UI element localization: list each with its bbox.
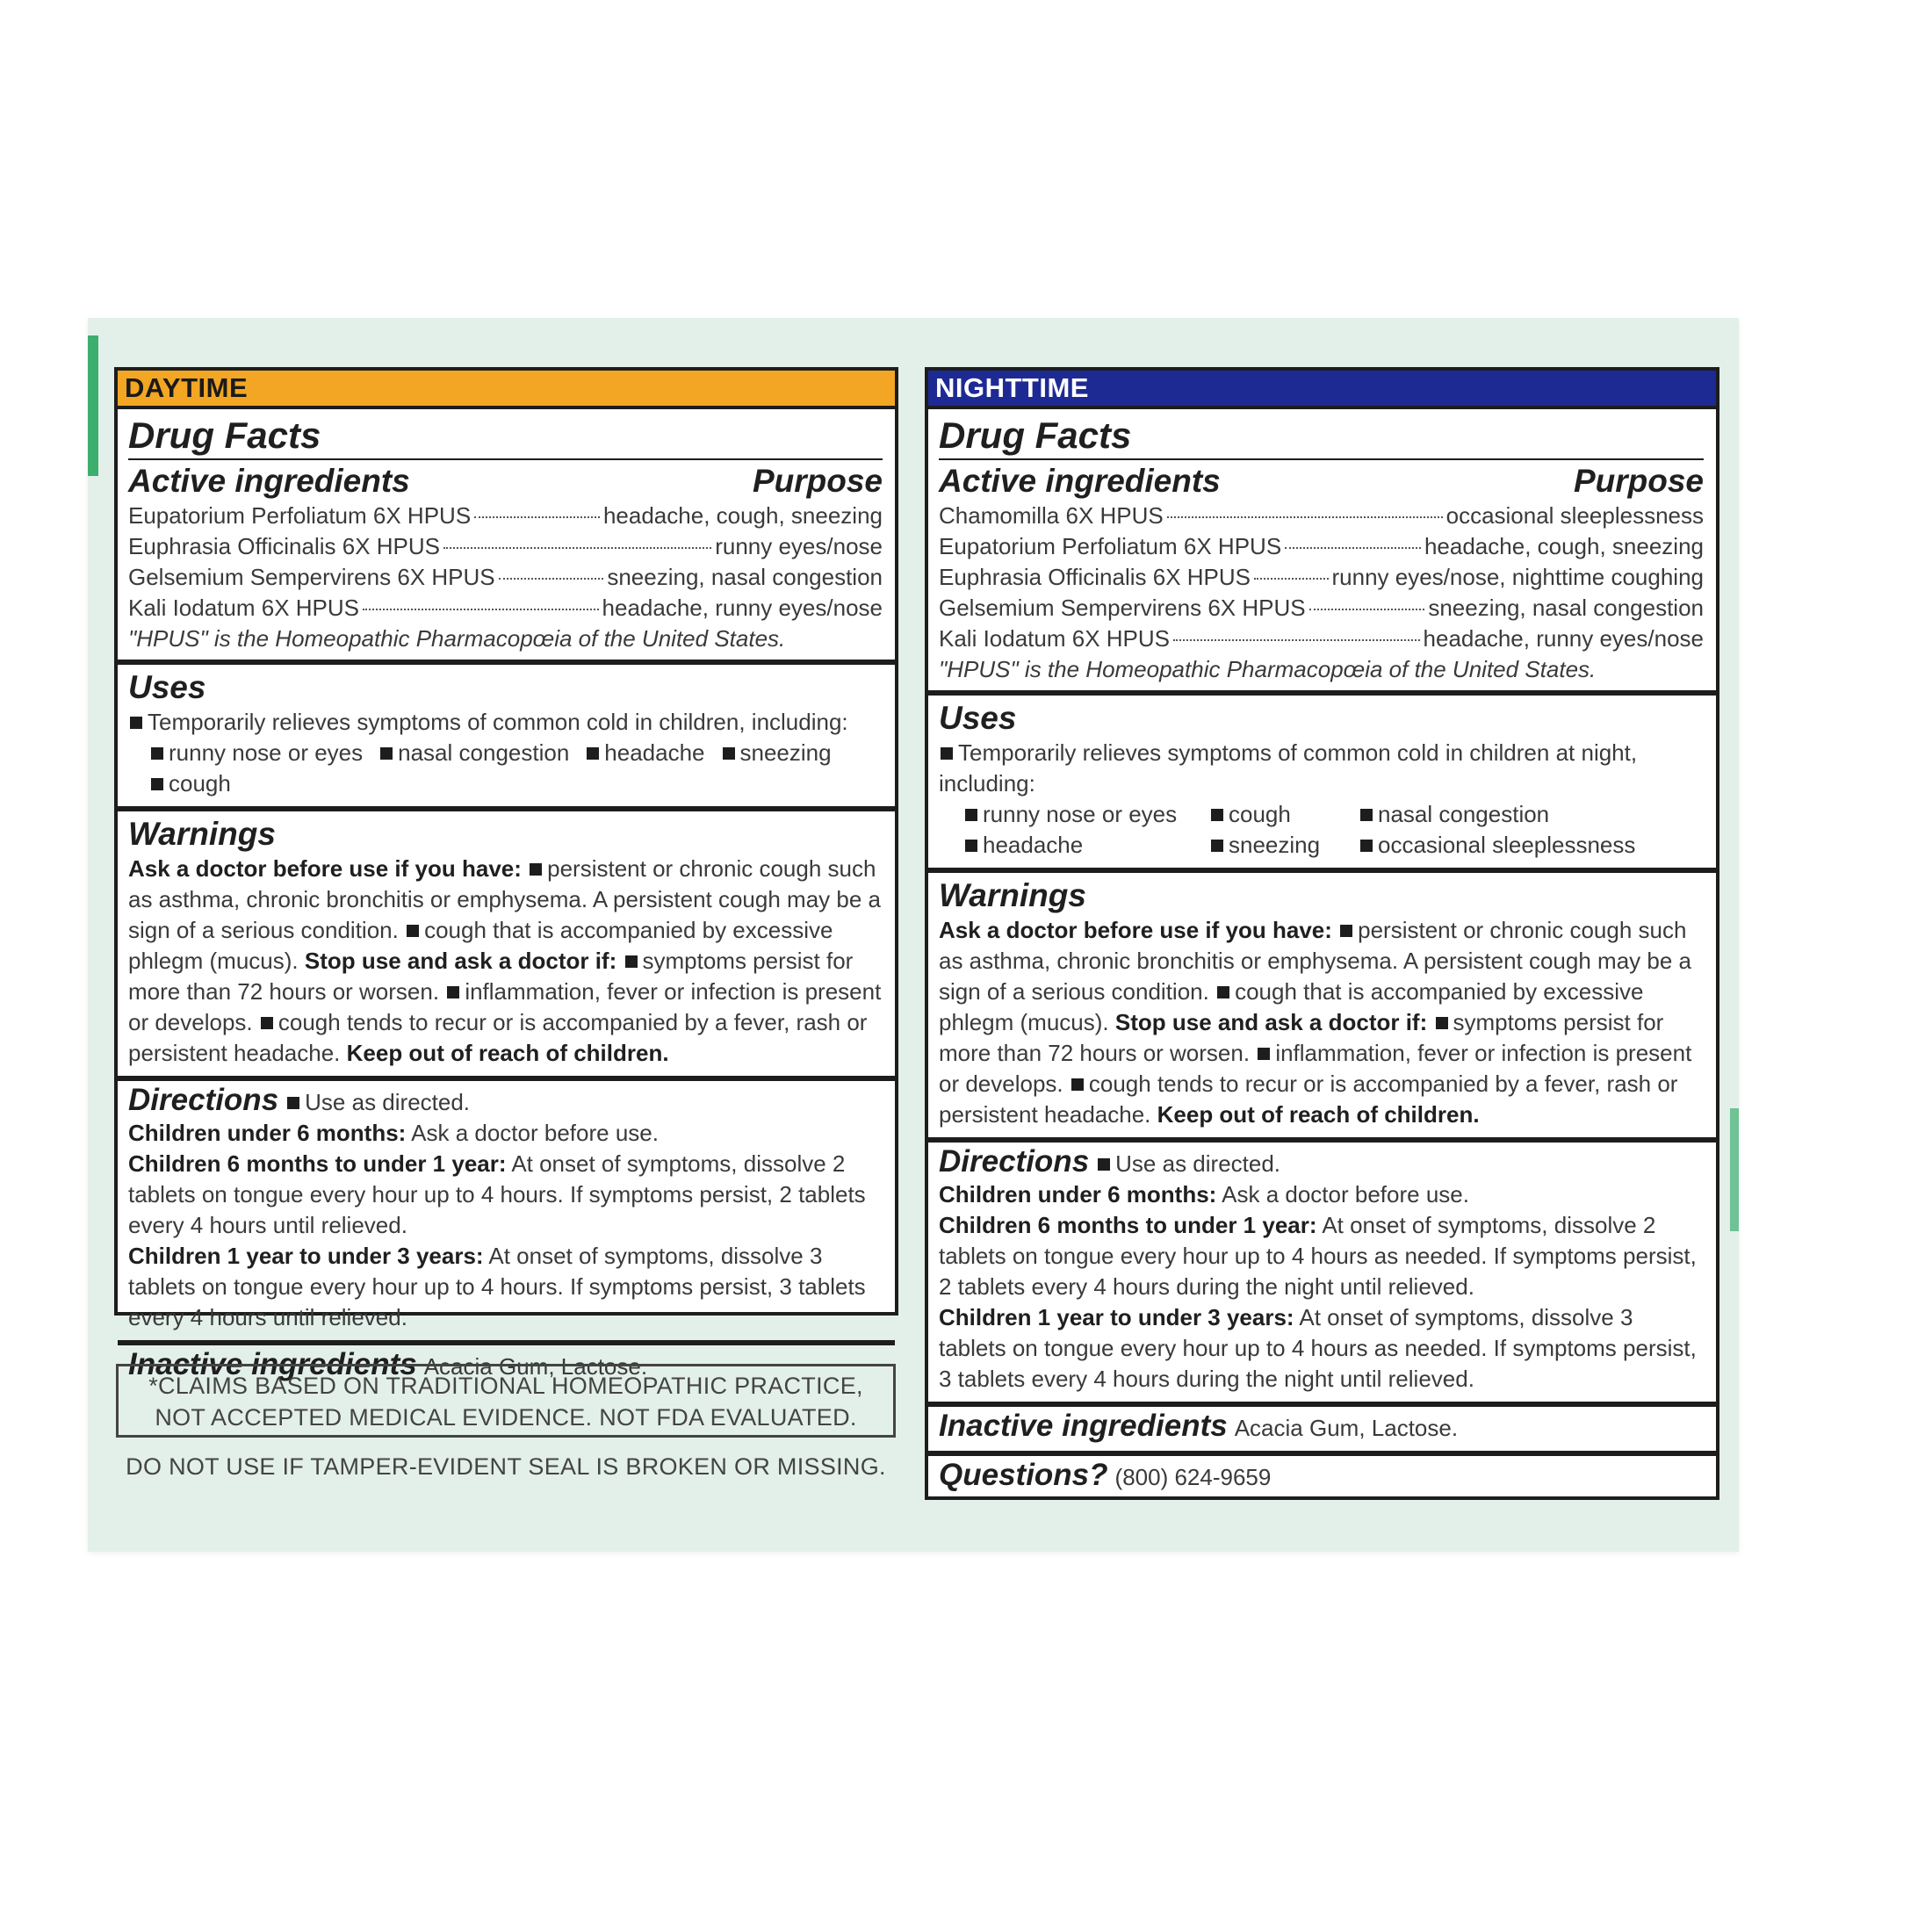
day-warnings-heading: Warnings [128, 816, 276, 852]
bullet-square-icon [287, 1097, 299, 1109]
night-directions-1-3-years: Children 1 year to under 3 years: At onset of symptoms, dissolve 3 tablets on tongue every hour up to 4 hours as needed. If symptoms persist, 3 tablets every 4 hours during the night until relieved. [939, 1304, 1697, 1392]
night-purpose-heading: Purpose [1573, 463, 1704, 499]
nighttime-drug-facts-panel [925, 367, 1719, 1500]
night-active-ingredients-section [928, 409, 1716, 690]
night-ingredient-list [939, 501, 1704, 654]
uses-item: sneezing [721, 738, 832, 768]
night-directions-use: Directions Use as directed. [939, 1144, 1281, 1179]
leader-dots [1309, 609, 1425, 610]
bullet-square-icon [447, 986, 459, 998]
bullet-square-icon [625, 955, 638, 968]
ingredient-row [939, 562, 1704, 593]
ingredient-row [128, 593, 883, 624]
ingredient-row [939, 531, 1704, 562]
bullet-square-icon [965, 840, 977, 852]
night-directions-6-months-1-year: Children 6 months to under 1 year: At onset of symptoms, dissolve 2 tablets on tongue every hour up to 4 hours as needed. If symptoms persist, 2 tablets every 4 hours during the night until relieved. [939, 1212, 1697, 1300]
tamper-seal-warning: DO NOT USE IF TAMPER-EVIDENT SEAL IS BROKEN OR MISSING. [126, 1453, 886, 1480]
night-inactive-heading: Inactive ingredients [939, 1409, 1228, 1443]
night-uses-items [939, 799, 1704, 861]
uses-item: cough [1209, 799, 1359, 830]
ingredient-name: Euphrasia Officinalis 6X HPUS [128, 533, 441, 559]
bullet-square-icon [1340, 925, 1352, 937]
uses-item: runny nose or eyes [963, 799, 1209, 830]
daytime-banner: DAYTIME [118, 371, 895, 409]
green-edge-right [1730, 1108, 1739, 1231]
ingredient-name: Kali Iodatum 6X HPUS [128, 595, 360, 621]
day-inactive-text: Acacia Gum, Lactose. [423, 1353, 648, 1380]
leader-dots [1173, 639, 1420, 641]
bullet-square-icon [723, 747, 735, 760]
night-warnings-text: Ask a doctor before use if you have: persistent or chronic cough such as asthma, chronic bronchitis or emphysema. A persistent cough may be a sign of a serious condition. cough that is accompanied by excessive phlegm (mucus). Stop use and ask a doctor if: symptoms persist for more than 72 hours or worsen. inflammation, fever or infection is present or develops. cough tends to recur or is accompanied by a fever, rash or persistent headache. Keep out of reach of children. [939, 917, 1692, 1128]
ingredient-name: Chamomilla 6X HPUS [939, 502, 1164, 529]
night-drug-facts-title: Drug Facts [939, 413, 1704, 460]
day-directions-under-6-months: Children under 6 months: Ask a doctor before use. [128, 1120, 659, 1146]
daytime-drug-facts-panel [114, 367, 898, 1381]
day-warnings-section [118, 806, 895, 1076]
bullet-square-icon [1211, 809, 1223, 821]
leader-dots [1254, 578, 1328, 580]
night-inactive-section [928, 1402, 1716, 1451]
leader-dots [499, 578, 604, 580]
ingredient-name: Eupatorium Perfoliatum 6X HPUS [939, 533, 1282, 559]
night-active-ingredients-heading: Active ingredients [939, 463, 1221, 499]
ingredient-purpose: headache, cough, sneezing [602, 502, 883, 529]
day-uses-heading: Uses [128, 669, 206, 705]
ingredient-row [939, 501, 1704, 531]
night-questions-section [928, 1451, 1716, 1500]
night-uses-section [928, 690, 1716, 868]
ingredient-purpose: runny eyes/nose [715, 533, 883, 559]
leader-dots [474, 516, 600, 518]
ingredient-purpose: sneezing, nasal congestion [1428, 595, 1704, 621]
claims-line-2: NOT ACCEPTED MEDICAL EVIDENCE. NOT FDA EVALUATED. [155, 1404, 857, 1431]
day-drug-facts-title: Drug Facts [128, 413, 883, 460]
uses-item: cough [149, 768, 231, 799]
leader-dots [1285, 547, 1421, 549]
day-directions-use: Directions Use as directed. [128, 1083, 471, 1117]
bullet-square-icon [1211, 840, 1223, 852]
bullet-square-icon [407, 925, 419, 937]
day-warnings-text: Ask a doctor before use if you have: persistent or chronic cough such as asthma, chronic bronchitis or emphysema. A persistent cough may be a sign of a serious condition. cough that is accompanied by excessive phlegm (mucus). Stop use and ask a doctor if: symptoms persist for more than 72 hours or worsen. inflammation, fever or infection is present or develops. cough tends to recur or is accompanied by a fever, rash or persistent headache. Keep out of reach of children. [128, 855, 882, 1066]
bullet-square-icon [1360, 809, 1373, 821]
day-directions-1-3-years: Children 1 year to under 3 years: At onset of symptoms, dissolve 3 tablets on tongue every hour up to 4 hours. If symptoms persist, 3 tablets every 4 hours until relieved. [128, 1243, 866, 1330]
ingredient-row [939, 593, 1704, 624]
ingredient-purpose: occasional sleeplessness [1445, 502, 1704, 529]
ingredient-purpose: runny eyes/nose, nighttime coughing [1331, 564, 1704, 590]
day-uses-text: Temporarily relieves symptoms of common cold in children, including: [128, 707, 883, 738]
uses-item: nasal congestion [1359, 799, 1704, 830]
ingredient-row [939, 624, 1704, 654]
day-active-ingredients-section [118, 409, 895, 660]
bullet-square-icon [1071, 1078, 1084, 1091]
bullet-square-icon [380, 747, 393, 760]
ingredient-row [128, 562, 883, 593]
bullet-square-icon [1360, 840, 1373, 852]
uses-item: headache [963, 830, 1209, 861]
ingredient-purpose: sneezing, nasal congestion [607, 564, 883, 590]
ingredient-name: Eupatorium Perfoliatum 6X HPUS [128, 502, 472, 529]
day-directions-section [118, 1076, 895, 1340]
bullet-square-icon [1258, 1048, 1270, 1060]
bullet-square-icon [1217, 986, 1229, 998]
day-active-header-row [128, 462, 883, 501]
night-uses-heading: Uses [939, 700, 1017, 736]
uses-item: nasal congestion [378, 738, 569, 768]
green-edge-left [88, 335, 98, 476]
night-hpus-note: "HPUS" is the Homeopathic Pharmacopœia of the United States. [939, 656, 1597, 682]
day-directions-6-months-1-year: Children 6 months to under 1 year: At onset of symptoms, dissolve 2 tablets on tongue every hour up to 4 hours. If symptoms persist, 2 tablets every 4 hours until relieved. [128, 1150, 866, 1238]
leader-dots [443, 547, 711, 549]
day-uses-section [118, 660, 895, 806]
night-warnings-heading: Warnings [939, 877, 1086, 913]
ingredient-row [128, 501, 883, 531]
bullet-square-icon [261, 1017, 273, 1029]
leader-dots [363, 609, 599, 610]
nighttime-banner: NIGHTTIME [928, 371, 1716, 409]
uses-item: occasional sleeplessness [1359, 830, 1704, 861]
claims-disclaimer-box [116, 1364, 896, 1438]
night-questions-heading: Questions? [939, 1458, 1108, 1492]
day-active-ingredients-heading: Active ingredients [128, 463, 410, 499]
day-purpose-heading: Purpose [752, 463, 883, 499]
night-active-header-row [939, 462, 1704, 501]
uses-item: runny nose or eyes [149, 738, 363, 768]
claims-line-1: *CLAIMS BASED ON TRADITIONAL HOMEOPATHIC PRACTICE, [148, 1373, 863, 1399]
day-inactive-heading: Inactive ingredients [128, 1347, 417, 1381]
night-directions-under-6-months: Children under 6 months: Ask a doctor before use. [939, 1181, 1469, 1208]
ingredient-purpose: headache, cough, sneezing [1424, 533, 1704, 559]
night-directions-section [928, 1137, 1716, 1402]
bullet-square-icon [1436, 1017, 1448, 1029]
ingredient-row [128, 531, 883, 562]
uses-item: headache [585, 738, 704, 768]
bullet-square-icon [151, 778, 163, 790]
night-uses-text: Temporarily relieves symptoms of common cold in children at night, including: [939, 739, 1638, 797]
ingredient-purpose: headache, runny eyes/nose [1423, 625, 1704, 652]
bullet-square-icon [1098, 1158, 1110, 1171]
bullet-square-icon [941, 747, 953, 760]
bullet-square-icon [587, 747, 599, 760]
ingredient-name: Gelsemium Sempervirens 6X HPUS [128, 564, 495, 590]
uses-item: sneezing [1209, 830, 1359, 861]
night-inactive-text: Acacia Gum, Lactose. [1234, 1415, 1459, 1441]
ingredient-name: Gelsemium Sempervirens 6X HPUS [939, 595, 1306, 621]
ingredient-purpose: headache, runny eyes/nose [602, 595, 883, 621]
night-questions-phone: (800) 624-9659 [1114, 1464, 1272, 1490]
day-ingredient-list [128, 501, 883, 624]
leader-dots [1167, 516, 1443, 518]
ingredient-name: Kali Iodatum 6X HPUS [939, 625, 1171, 652]
bullet-square-icon [965, 809, 977, 821]
bullet-square-icon [130, 717, 142, 729]
bullet-square-icon [530, 863, 542, 876]
day-uses-items [128, 738, 883, 799]
night-warnings-section [928, 868, 1716, 1137]
bullet-square-icon [151, 747, 163, 760]
ingredient-name: Euphrasia Officinalis 6X HPUS [939, 564, 1251, 590]
day-hpus-note: "HPUS" is the Homeopathic Pharmacopœia of the United States. [128, 625, 786, 652]
